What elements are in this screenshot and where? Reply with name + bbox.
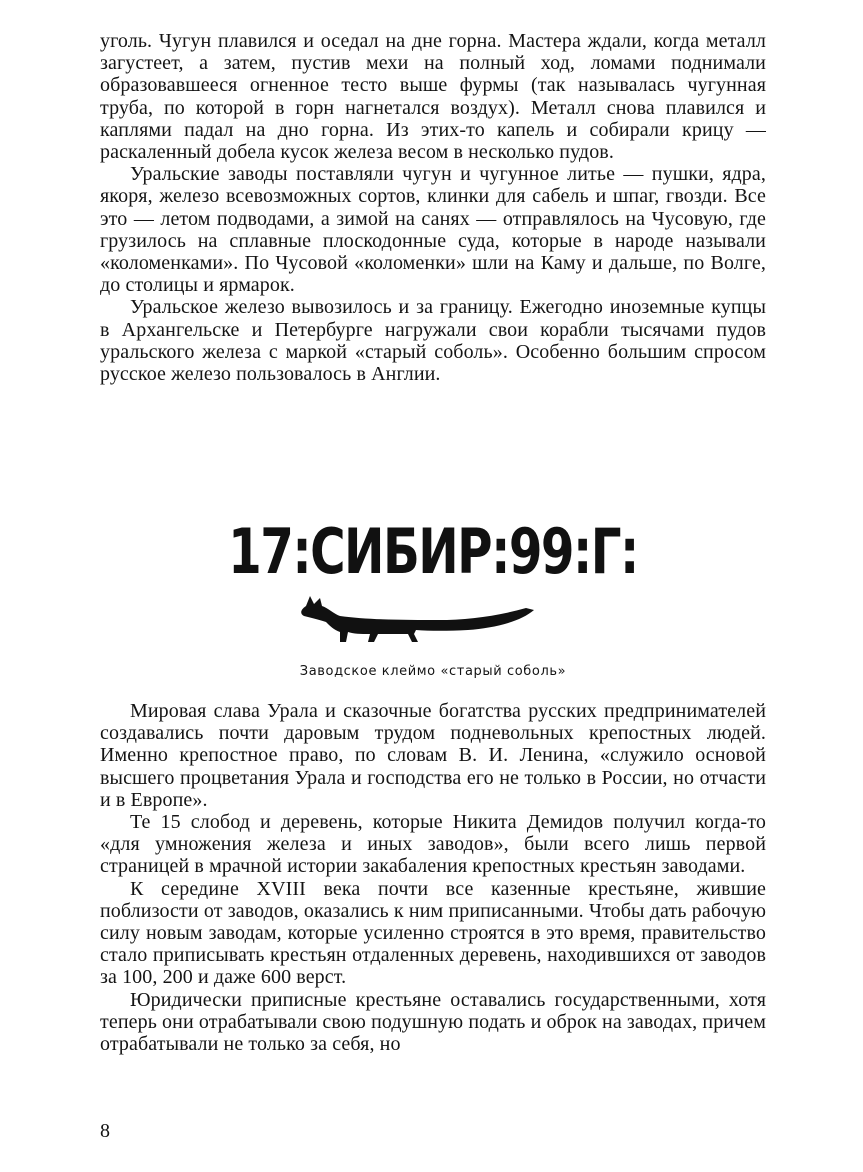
paragraph: Юридически приписные крестьяне оставались государственными, хотя теперь они отрабатывали свою подушную подать и оброк на заводах, причем отрабатывали не только за себя, но <box>100 988 766 1056</box>
stamp-mark-text: 17:СИБИР:99:Г: <box>228 515 638 588</box>
paragraph: Мировая слава Урала и сказочные богатства русских предпринимателей создавались почти даровым трудом подневольных крепостных людей. Именно крепостное право, по словам В. И. Ленина, «служило основой высшего процветания Урала и господства его не только в России, но отчасти и в Европе». <box>100 700 766 811</box>
figure-caption: Заводское клеймо «старый соболь» <box>299 664 567 679</box>
sable-icon <box>298 590 538 650</box>
paragraph: уголь. Чугун плавился и оседал на дне горна. Мастера ждали, когда металл загустеет, а затем, пустив мехи на полный ход, ломами поднимали образовавшееся огненное тесто выше фурмы (так называлась чугунная труба, по которой в горн нагнетался воздух). Металл снова плавился и каплями падал на дно горна. Из этих-то капель и собирали крицу — раскаленный добела кусок железа весом в несколько пудов. <box>100 30 766 164</box>
paragraph: Те 15 слобод и деревень, которые Никита Демидов получил когда-то «для умножения железа и иных заводов», были всего лишь первой страницей в мрачной истории закабаления крепостных крестьян заводами. <box>100 811 766 878</box>
bottom-text-block <box>100 700 766 1055</box>
top-text-block <box>100 30 766 385</box>
page-number: 8 <box>100 1120 110 1142</box>
paragraph: К середине XVIII века почти все казенные крестьяне, жившие поблизости от заводов, оказались к ним приписанными. Чтобы дать рабочую силу новым заводам, которые усиленно строятся в это время, правительство стало приписывать крестьян отдаленных деревень, находившихся от заводов за 100, 200 и даже 600 верст. <box>100 877 766 989</box>
paragraph: Уральские заводы поставляли чугун и чугунное литье — пушки, ядра, якоря, железо всевозможных сортов, клинки для сабель и шпаг, гвозди. Все это — летом подводами, а зимой на санях — отправлялось на Чусовую, где грузилось на сплавные плоскодонные суда, которые в народе называли «коломенками». По Чусовой «коломенки» шли на Каму и дальше, по Волге, до столицы и ярмарок. <box>100 163 766 297</box>
paragraph: Уральское железо вывозилось и за границу. Ежегодно иноземные купцы в Архангельске и Петербурге нагружали свои корабли тысячами пудов уральского железа с маркой «старый соболь». Особенно большим спросом русское железо пользовалось в Англии. <box>100 296 766 386</box>
page <box>100 30 766 1056</box>
stamp-figure <box>100 515 766 675</box>
